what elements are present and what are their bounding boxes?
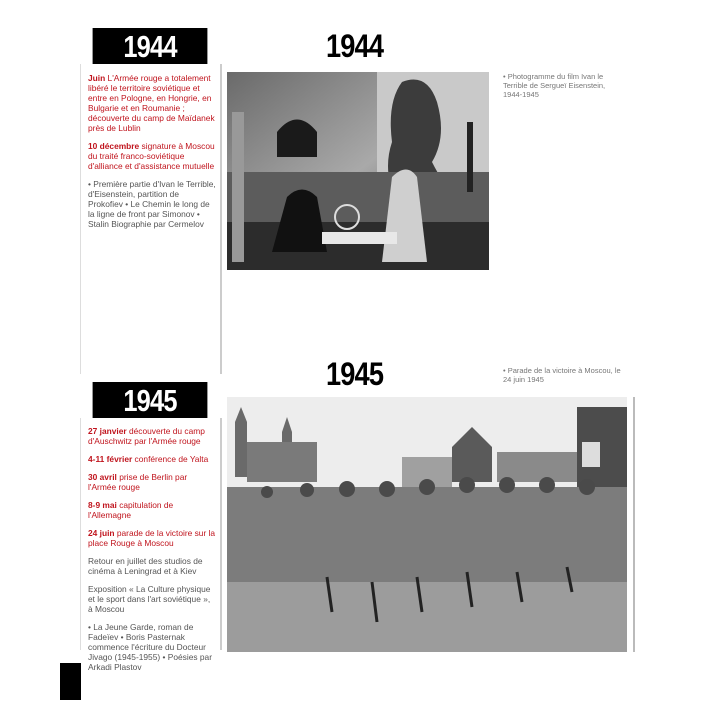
- entry-text: Exposition « La Culture physique et le sport dans l'art soviétique », à Moscou: [88, 584, 211, 614]
- entry-date: 8-9 mai: [88, 500, 117, 510]
- year-title-1945: 1945: [326, 356, 384, 392]
- entry-1944-0: [88, 73, 216, 133]
- caption-1945: • Parade de la victoire à Moscou, le 24 juin 1945: [503, 366, 621, 384]
- parade-photo-icon: [227, 397, 627, 652]
- entry-text: signature à Moscou du traité franco-soviétique d'alliance et d'assistance mutuelle: [88, 141, 215, 171]
- divider-line: [633, 397, 635, 652]
- entry-date: 27 janvier: [88, 426, 127, 436]
- caption-1944: • Photogramme du film Ivan le Terrible de Sergueï Eisenstein, 1944-1945: [503, 72, 606, 99]
- entries-1944: [88, 73, 216, 237]
- entry-text: • Première partie d'Ivan le Terrible, d'Eisenstein, partition de Prokofiev • Le Chemin le long de la ligne de front par Simonov • Stalin Biographie par Cermelov: [88, 179, 216, 229]
- entry-1945-0: [88, 426, 216, 446]
- page-marker: [60, 663, 81, 700]
- entry-date: Juin: [88, 73, 106, 83]
- entry-text: L'Armée rouge a totalement libéré le territoire soviétique et entre en Pologne, en Hongrie, en Bulgarie et en Roumanie ; découverte du camp de Maïdanek près de Lublin: [88, 73, 215, 133]
- entry-1944-1: [88, 141, 216, 171]
- entry-text: • La Jeune Garde, roman de Fadeïev • Boris Pasternak commence l'écriture du Docteur Jivago (1945-1955) • Poésies par Arkadi Plastov: [88, 622, 212, 672]
- entry-text: capitulation de l'Allemagne: [88, 500, 174, 520]
- entry-1945-1: [88, 454, 216, 464]
- entry-text: Retour en juillet des studios de cinéma à Leningrad et à Kiev: [88, 556, 203, 576]
- entry-1945-5: [88, 556, 216, 576]
- entry-text: conférence de Yalta: [132, 454, 209, 464]
- entry-1945-7: [88, 622, 216, 672]
- film-still-icon: [227, 72, 489, 270]
- entry-date: 24 juin: [88, 528, 115, 538]
- photo-victory-parade: [227, 397, 627, 652]
- entry-text: découverte du camp d'Auschwitz par l'Armée rouge: [88, 426, 205, 446]
- entry-date: 10 décembre: [88, 141, 140, 151]
- entry-text: parade de la victoire sur la place Rouge à Moscou: [88, 528, 216, 548]
- year-box-1945: 1945: [93, 382, 208, 418]
- entry-text: prise de Berlin par l'Armée rouge: [88, 472, 188, 492]
- entry-date: 4-11 février: [88, 454, 133, 464]
- entry-1945-4: [88, 528, 216, 548]
- entry-1944-2: [88, 179, 216, 229]
- entry-1945-2: [88, 472, 216, 492]
- entry-1945-6: [88, 584, 216, 614]
- year-box-1944: 1944: [93, 28, 208, 64]
- entries-1945: [88, 426, 216, 680]
- entry-date: 30 avril: [88, 472, 117, 482]
- photo-ivan-terrible: [227, 72, 489, 270]
- year-title-1944: 1944: [326, 28, 384, 64]
- entry-1945-3: [88, 500, 216, 520]
